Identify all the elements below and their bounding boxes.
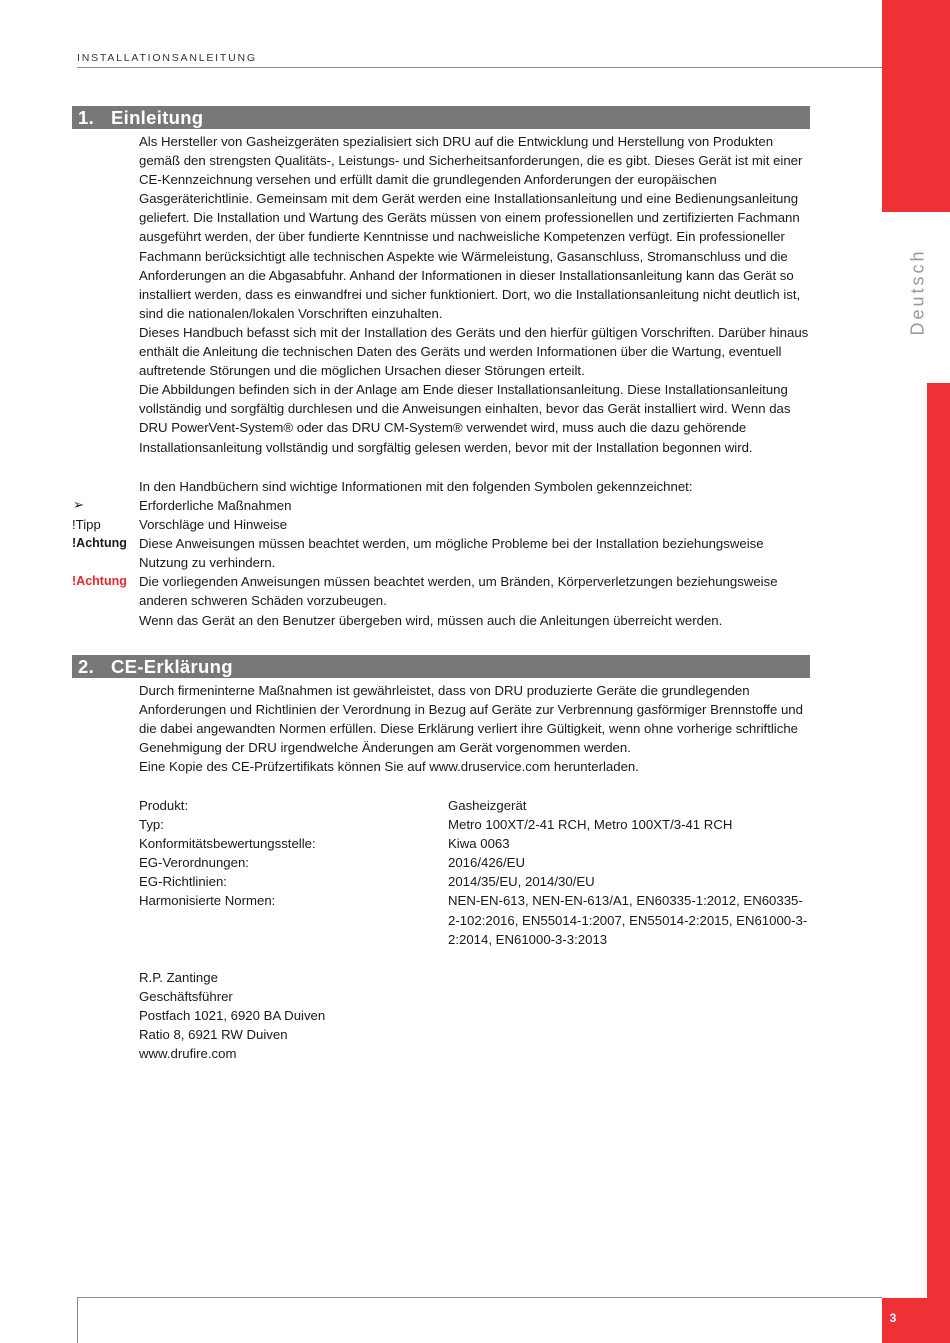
contact-website: www.drufire.com <box>139 1046 237 1062</box>
header-divider <box>77 67 882 68</box>
ce-value: Gasheizgerät <box>448 798 527 813</box>
ce-value: 2016/426/EU <box>448 855 525 871</box>
table-row <box>139 891 808 948</box>
paragraph: Dieses Handbuch befasst sich mit der Installation des Geräts und den hierfür gültigen Vorschriften. Darüber hinaus enthält die Anleitung die technischen Daten des Geräts und werden Informationen über die Wartung, eventuell auftretende Störungen und die möglichen Ursachen dieser Störungen erteilt. <box>139 324 809 379</box>
symbol-tip: !Tipp <box>72 517 101 532</box>
table-row <box>139 872 808 891</box>
page-number-box <box>882 1298 927 1343</box>
section-1-title: Einleitung <box>111 107 204 128</box>
table-row <box>139 834 808 853</box>
ce-value: 2014/35/EU, 2014/30/EU <box>448 874 595 890</box>
section-2-number: 2. <box>78 656 95 677</box>
ce-value: NEN-EN-613, NEN-EN-613/A1, EN60335-1:2012, EN60335-2-102:2016, EN55014-1:2007, EN55014-2:2015, EN61000-3-2:2014, EN61000-3-3:2013 <box>448 893 808 947</box>
symbol-warning: !Achtung <box>72 574 127 588</box>
language-side-label: Deutsch <box>907 248 928 336</box>
section-1-number: 1. <box>78 107 95 128</box>
ce-value: Kiwa 0063 <box>448 836 510 852</box>
ce-label: Produkt: <box>139 798 189 813</box>
footer-divider <box>77 1297 882 1298</box>
contact-street: Ratio 8, 6921 RW Duiven <box>139 1027 288 1043</box>
section-2-title: CE-Erklärung <box>111 656 233 677</box>
table-row <box>139 815 808 834</box>
section-1-heading <box>72 106 810 129</box>
paragraph: Die Abbildungen befinden sich in der Anlage am Ende dieser Installationsanleitung. Diese Installationsanleitung vollständig und sorgfältig durchlesen und die Anweisungen einhalten, bevor das Gerät installiert wird. Wenn das DRU PowerVent-System® oder das DRU CM-System® verwendet wird, muss auch die dazu gehörende Installationsanleitung vollständig und sorgfältig gelesen werden, bevor mit der Installation begonnen wird. <box>139 382 791 455</box>
ce-label: EG-Richtlinien: <box>139 874 227 890</box>
contact-postbox: Postfach 1021, 6920 BA Duiven <box>139 1008 326 1024</box>
ce-declaration-table <box>139 796 808 949</box>
symbols-intro: In den Handbüchern sind wichtige Informationen mit den folgenden Symbolen gekennzeichnet: <box>139 479 693 494</box>
contact-name: R.P. Zantinge <box>139 970 218 985</box>
ce-label: EG-Verordnungen: <box>139 855 249 871</box>
download-note: Eine Kopie des CE-Prüfzertifikats können Sie auf www.druservice.com herunterladen. <box>139 759 639 775</box>
symbol-text-action: Erforderliche Maßnahmen <box>139 498 292 513</box>
symbol-caution: !Achtung <box>72 536 127 550</box>
ce-label: Typ: <box>139 817 164 833</box>
red-accent-bar-bottom <box>927 383 950 1343</box>
section-2-heading <box>72 655 810 678</box>
symbol-text-tip: Vorschläge und Hinweise <box>139 517 288 532</box>
symbol-text-warning: Die vorliegenden Anweisungen müssen beachtet werden, um Bränden, Körperverletzungen beziehungsweise anderen schweren Schäden vorzubeugen. <box>139 574 778 609</box>
ce-value: Metro 100XT/2-41 RCH, Metro 100XT/3-41 RCH <box>448 817 733 833</box>
ce-label: Harmonisierte Normen: <box>139 893 276 909</box>
table-row <box>139 853 808 872</box>
footer-divider-vertical <box>77 1297 78 1343</box>
ce-label: Konformitätsbewertungsstelle: <box>139 836 316 852</box>
header-title: INSTALLATIONSANLEITUNG <box>77 52 257 64</box>
contact-block <box>139 968 325 1063</box>
red-accent-bar-top <box>882 0 950 212</box>
symbol-text-caution: Diese Anweisungen müssen beachtet werden, um mögliche Probleme bei der Installation beziehungsweise Nutzung zu verhindern. <box>139 536 764 571</box>
section-1-closing: Wenn das Gerät an den Benutzer übergeben wird, müssen auch die Anleitungen überreicht werden. <box>139 613 723 628</box>
contact-role: Geschäftsführer <box>139 989 233 1005</box>
table-row <box>139 796 808 815</box>
paragraph: Als Hersteller von Gasheizgeräten spezialisiert sich DRU auf die Entwicklung und Herstellung von Produkten gemäß den strengsten Qualitäts-, Leistungs- und Sicherheitsanforderungen, die es gibt. Dieses Gerät ist mit einer CE-Kennzeichnung versehen und erfüllt damit die grundlegenden Anforderungen der europäischen Gasgeräterichtlinie. Gemeinsam mit dem Gerät werden eine Installationsanleitung und eine Bedienungsanleitung geliefert. Die Installation und Wartung des Geräts müssen von einem professionellen und zertifizierten Fachmann ausgeführt werden, der über fundierte Kenntnisse und nachweisliche Kompetenzen verfügt. Ein professioneller Fachmann berücksichtigt alle technischen Aspekte wie Wärmeleistung, Gasanschluss, Stromanschluss und die Anforderungen an die Abgasabfuhr. Anhand der Informationen in dieser Installationsanleitung kann das Gerät so installiert werden, dass es einwandfrei und sicher funktioniert. Dort, wo die Installationsanleitung nicht deutlich ist, sind die nationalen/lokalen Vorschriften einzuhalten. <box>139 134 803 321</box>
arrow-icon: ➢ <box>73 497 85 512</box>
section-2-body <box>139 681 814 776</box>
page-number: 3 <box>889 1311 897 1325</box>
section-1-body <box>139 132 814 457</box>
paragraph: Durch firmeninterne Maßnahmen ist gewährleistet, dass von DRU produzierte Geräte die grundlegenden Anforderungen und Richtlinien der Verordnung in Bezug auf Geräte zur Verbrennung gasförmiger Brennstoffe und die dabei angewandten Normen erfüllen. Diese Erklärung verliert ihre Gültigkeit, wenn ohne vorherige schriftliche Genehmigung der DRU irgendwelche Änderungen am Gerät vorgenommen werden. <box>139 683 803 756</box>
